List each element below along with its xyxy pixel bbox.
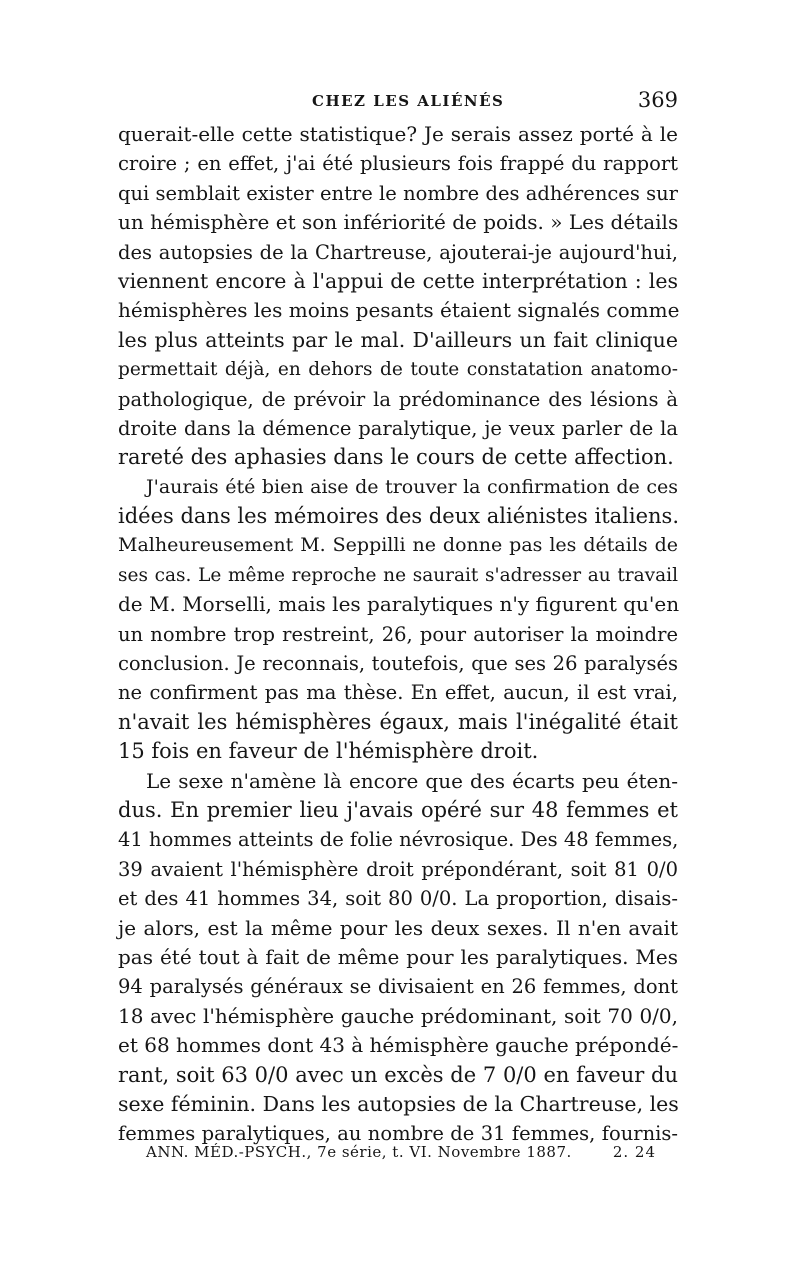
text-line: et 68 hommes dont 43 à hémisphère gauche prépondé- [118,1033,679,1058]
text-line: femmes paralytiques, au nombre de 31 femmes, fournis- [118,1122,678,1146]
text-line: Le sexe n'amène là encore que des écarts peu éten- [146,768,678,793]
text-line: les plus atteints par le mal. D'ailleurs un fait clinique [118,327,678,352]
text-line: conclusion. Je reconnais, toutefois, que ses 26 paralysés [118,652,678,676]
text-line: ne confirment pas ma thèse. En effet, aucun, il est vrai, [118,681,678,705]
text-line: des autopsies de la Chartreuse, ajouterai-je aujourd'hui, [118,240,678,264]
text-line: n'avait les hémisphères égaux, mais l'inégalité était [118,709,678,734]
text-line: un nombre trop restreint, 26, pour autoriser la moindre [118,622,678,646]
signature-mark: 2. 24 [612,1143,656,1161]
text-line: un hémisphère et son infériorité de poids. » Les détails [118,210,679,235]
text-line: querait-elle cette statistique? Je serais assez porté à le [118,122,678,146]
text-line: viennent encore à l'appui de cette interprétation : les [118,268,678,293]
journal-reference: ANN. MÉD.-PSYCH., 7e série, t. VI. Novembre 1887. [146,1143,572,1161]
text-line: je alors, est la même pour les deux sexes. Il n'en avait [118,915,678,940]
text-line: 18 avec l'hémisphère gauche prédominant, soit 70 0/0, [118,1003,678,1028]
text-line: ses cas. Le même reproche ne saurait s'adresser au travail [118,564,678,586]
text-line: droite dans la démence paralytique, je veux parler de la [118,416,678,440]
text-line: de M. Morselli, mais les paralytiques n'y figurent qu'en [118,592,680,617]
body-text [118,120,678,1149]
text-line: rant, soit 63 0/0 avec un excès de 7 0/0 en faveur du [118,1062,678,1087]
page-footer [146,1143,656,1167]
text-line: et des 41 hommes 34, soit 80 0/0. La proportion, disais- [118,887,678,911]
page-number: 369 [637,88,678,112]
text-line: 39 avaient l'hémisphère droit prépondérant, soit 81 0/0 [118,857,678,881]
text-line: rareté des aphasies dans le cours de cette affection. [118,445,674,470]
running-title: CHEZ LES ALIÉNÉS [312,92,505,110]
text-line: 94 paralysés généraux se divisaient en 26 femmes, dont [118,975,678,999]
running-head [118,88,678,118]
text-line: pathologique, de prévoir la prédominance des lésions à [118,387,678,411]
text-line: Malheureusement M. Seppilli ne donne pas les détails de [118,534,678,557]
text-line: qui semblait exister entre le nombre des adhérences sur [118,181,678,205]
text-line: 15 fois en faveur de l'hémisphère droit. [118,739,539,764]
text-line: idées dans les mémoires des deux aliénistes italiens. [118,504,680,529]
text-line: hémisphères les moins pesants étaient signalés comme [118,298,680,323]
text-line: pas été tout à fait de même pour les paralytiques. Mes [118,944,678,969]
text-line: J'aurais été bien aise de trouver la confirmation de ces [146,475,678,498]
text-line: permettait déjà, en dehors de toute constatation anatomo- [118,359,678,381]
text-line: 41 hommes atteints de folie névrosique. Des 48 femmes, [118,828,679,852]
text-line: sexe féminin. Dans les autopsies de la Chartreuse, les [118,1091,679,1116]
text-line: croire ; en effet, j'ai été plusieurs fois frappé du rapport [118,152,678,176]
text-line: dus. En premier lieu j'avais opéré sur 48 femmes et [118,797,678,822]
